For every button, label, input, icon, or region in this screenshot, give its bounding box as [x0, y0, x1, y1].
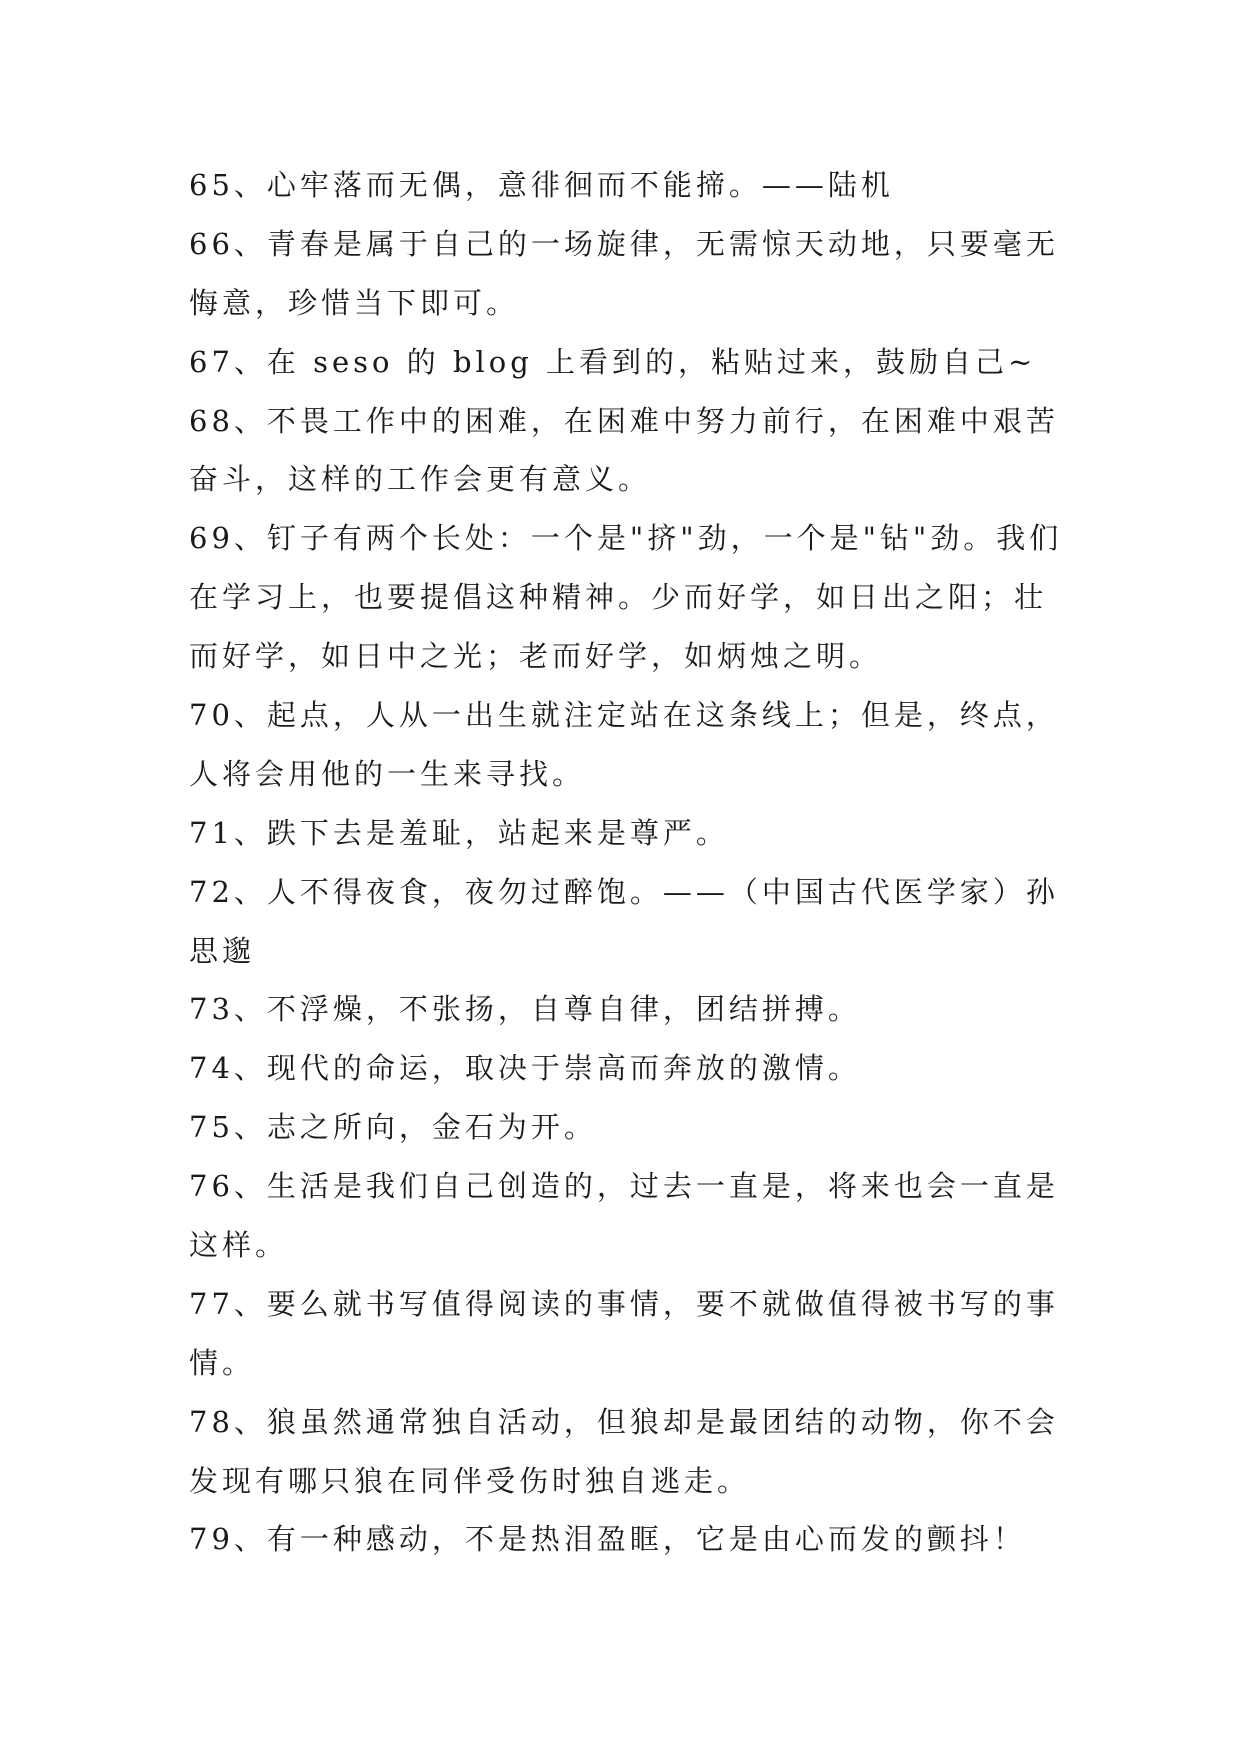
quote-line: 发现有哪只狼在同伴受伤时独自逃走。 — [189, 1463, 751, 1498]
quote-item — [189, 1275, 1189, 1393]
quote-item — [189, 215, 1189, 333]
quote-item — [189, 333, 1189, 392]
quote-item — [189, 1393, 1189, 1511]
quote-line: 思邈 — [189, 933, 256, 968]
quote-item — [189, 1157, 1189, 1275]
quote-item — [189, 980, 1189, 1039]
quote-item — [189, 156, 1189, 215]
quote-line: 69、钉子有两个长处：一个是"挤"劲，一个是"钻"劲。我们 — [189, 521, 1063, 556]
quote-item — [189, 1510, 1189, 1569]
quote-item — [189, 686, 1189, 804]
quote-item — [189, 1039, 1189, 1098]
quote-line: 74、现代的命运，取决于崇高而奔放的激情。 — [189, 1051, 861, 1086]
quote-line: 77、要么就书写值得阅读的事情，要不就做值得被书写的事 — [189, 1286, 1059, 1321]
quote-item — [189, 509, 1189, 686]
quote-line: 65、心牢落而无偶，意徘徊而不能揥。——陆机 — [189, 168, 894, 202]
quote-line: 79、有一种感动，不是热泪盈眶，它是由心而发的颤抖！ — [189, 1522, 1026, 1557]
quote-item — [189, 863, 1189, 981]
quote-line: 71、跌下去是羞耻，站起来是尊严。 — [189, 815, 729, 850]
quote-line: 67、在 seso 的 blog 上看到的，粘贴过来，鼓励自己~ — [189, 344, 1037, 379]
quote-line: 这样。 — [189, 1228, 289, 1263]
quote-line: 奋斗，这样的工作会更有意义。 — [189, 462, 652, 497]
quote-item — [189, 1098, 1189, 1157]
quote-line: 72、人不得夜食，夜勿过醉饱。——（中国古代医学家）孙 — [189, 874, 1059, 909]
quote-line: 70、起点，人从一出生就注定站在这条线上；但是，终点， — [189, 698, 1059, 733]
quote-line: 情。 — [189, 1345, 256, 1380]
quote-line: 在学习上，也要提倡这种精神。少而好学，如日出之阳；壮 — [189, 580, 1048, 615]
quote-line: 而好学，如日中之光；老而好学，如炳烛之明。 — [189, 639, 883, 674]
quote-line: 68、不畏工作中的困难，在困难中努力前行，在困难中艰苦 — [189, 403, 1059, 438]
quote-line: 66、青春是属于自己的一场旋律，无需惊天动地，只要毫无 — [189, 226, 1059, 261]
quote-item — [189, 392, 1189, 510]
quote-line: 78、狼虽然通常独自活动，但狼却是最团结的动物，你不会 — [189, 1404, 1059, 1439]
quote-line: 悔意，珍惜当下即可。 — [189, 285, 520, 320]
quote-line: 73、不浮燥，不张扬，自尊自律，团结拼搏。 — [189, 992, 861, 1027]
quote-line: 76、生活是我们自己创造的，过去一直是，将来也会一直是 — [189, 1169, 1059, 1204]
quote-item — [189, 804, 1189, 863]
quote-line: 人将会用他的一生来寻找。 — [189, 756, 586, 791]
quote-line: 75、志之所向，金石为开。 — [189, 1110, 597, 1145]
quote-list — [189, 156, 1189, 1569]
